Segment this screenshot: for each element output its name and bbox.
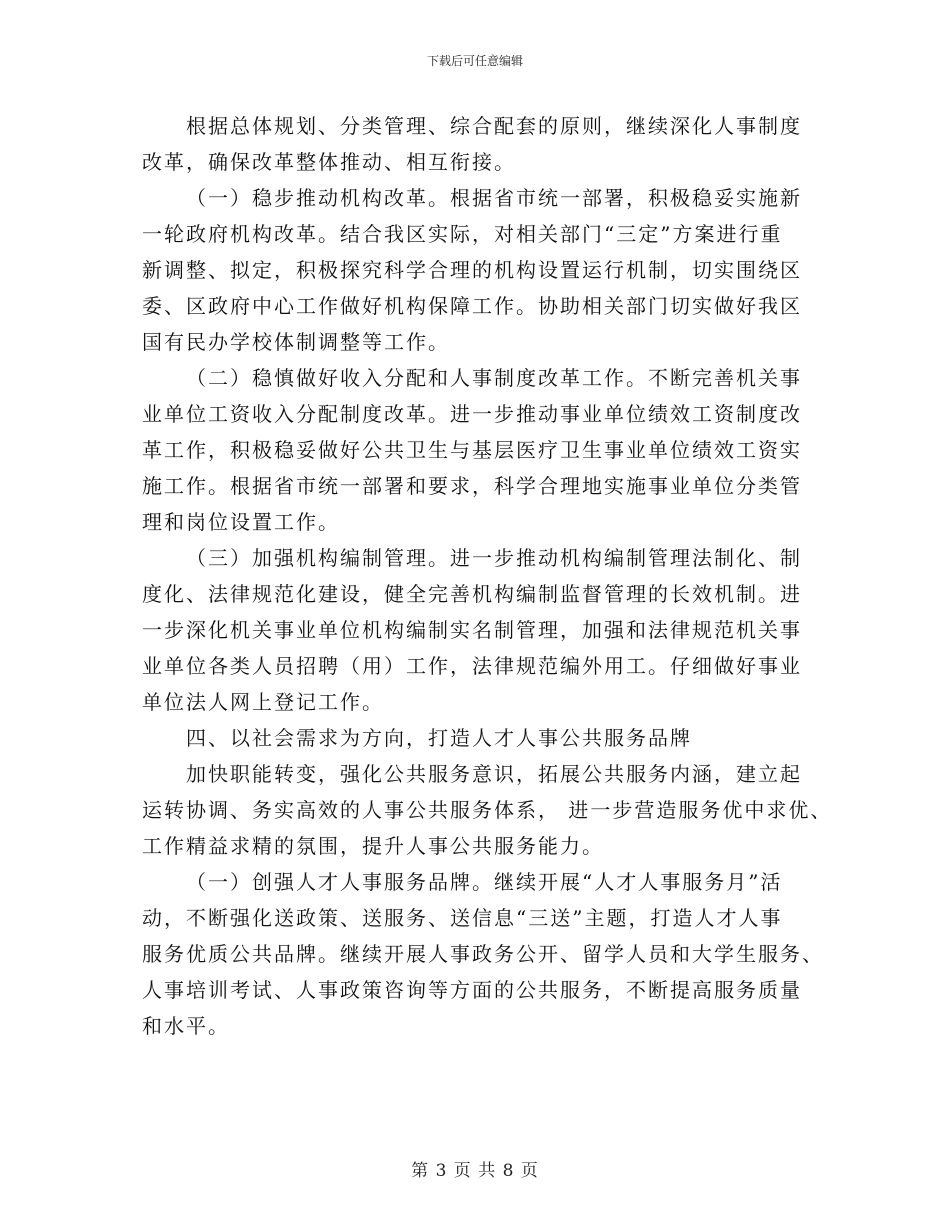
text-line: 动，不断强化送政策、送服务、送信息“三送”主题，打造人才人事: [142, 906, 783, 930]
text-line: 施工作。根据省市统一部署和要求，科学合理地实施事业单位分类管: [142, 474, 802, 498]
text-line: （一）创强人才人事服务品牌。继续开展“人才人事服务月”活: [186, 870, 783, 894]
text-line: 加快职能转变，强化公共服务意识，拓展公共服务内涵，建立起: [186, 762, 802, 786]
paragraph: [142, 720, 822, 756]
page-number: 第 3 页 共 8 页: [411, 1161, 539, 1181]
text-line: 理和岗位设置工作。: [142, 510, 340, 534]
text-line: 工作精益求精的氛围，提升人事公共服务能力。: [142, 834, 604, 858]
text-line: （二）稳慎做好收入分配和人事制度改革工作。不断完善机关事: [186, 366, 802, 390]
text-line: 度化、法律规范化建设，健全完善机构编制监督管理的长效机制。进: [142, 582, 802, 606]
paragraph: [142, 864, 822, 1044]
text-line: （三）加强机构编制管理。进一步推动机构编制管理法制化、制: [186, 546, 802, 570]
text-line: 服务优质公共品牌。继续开展人事政务公开、留学人员和大学生服务、: [142, 942, 824, 966]
text-line: 运转协调、务实高效的人事公共服务体系， 进一步营造服务优中求优、: [142, 798, 833, 822]
paragraph: [142, 756, 833, 864]
text-line: 业单位各类人员招聘（用）工作，法律规范编外用工。仔细做好事业: [142, 654, 802, 678]
text-line: 一步深化机关事业单位机构编制实名制管理，加强和法律规范机关事: [142, 618, 802, 642]
text-line: （一）稳步推动机构改革。根据省市统一部署，积极稳妥实施新: [186, 186, 802, 210]
paragraph: [142, 540, 822, 720]
text-line: 业单位工资收入分配制度改革。进一步推动事业单位绩效工资制度改: [142, 402, 802, 426]
text-line: 和水平。: [142, 1014, 230, 1038]
text-line: 根据总体规划、分类管理、综合配套的原则，继续深化人事制度: [186, 114, 802, 138]
text-line: 国有民办学校体制调整等工作。: [142, 330, 450, 354]
paragraph: [142, 180, 822, 360]
text-line: 革工作，积极稳妥做好公共卫生与基层医疗卫生事业单位绩效工资实: [142, 438, 802, 462]
text-line: 四、以社会需求为方向，打造人才人事公共服务品牌: [186, 726, 692, 750]
paragraph: [142, 360, 822, 540]
text-line: 改革，确保改革整体推动、相互衔接。: [142, 150, 516, 174]
paragraph: [142, 108, 822, 180]
text-line: 新调整、拟定，积极探究科学合理的机构设置运行机制，切实围绕区: [142, 258, 802, 282]
page-header: 下载后可任意编辑: [426, 54, 523, 68]
document-body: [142, 108, 833, 1044]
text-line: 人事培训考试、人事政策咨询等方面的公共服务，不断提高服务质量: [142, 978, 802, 1002]
text-line: 单位法人网上登记工作。: [142, 690, 384, 714]
text-line: 一轮政府机构改革。结合我区实际，对相关部门“三定”方案进行重: [142, 222, 783, 246]
text-line: 委、区政府中心工作做好机构保障工作。协助相关部门切实做好我区: [142, 294, 802, 318]
